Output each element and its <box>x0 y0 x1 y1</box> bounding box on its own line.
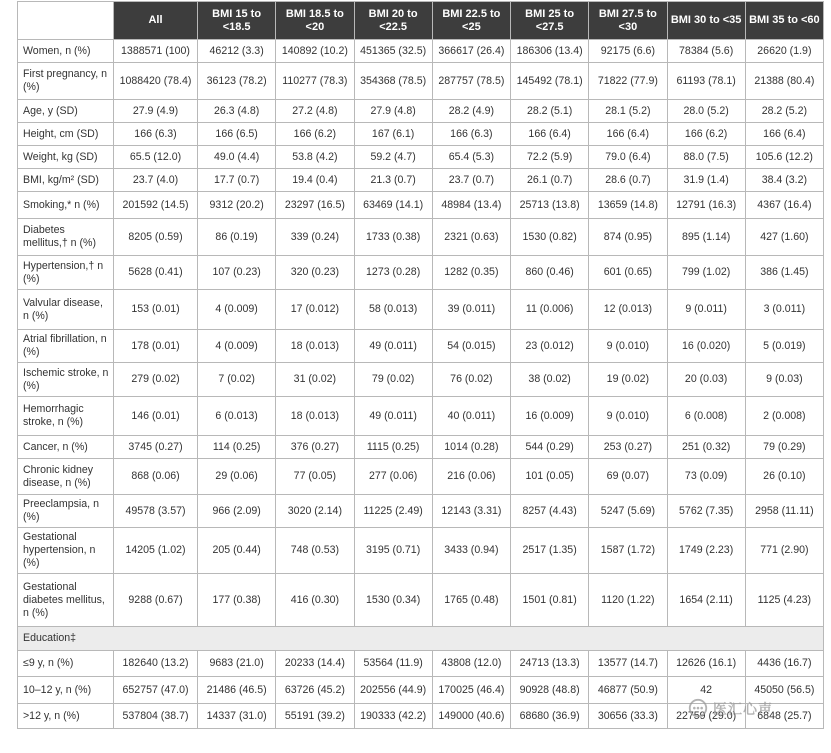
table-cell: 45050 (56.5) <box>745 677 823 704</box>
table-cell: 146 (0.01) <box>114 397 198 436</box>
header-cell: BMI 15 to <18.5 <box>198 2 276 40</box>
table-cell: 53564 (11.9) <box>354 651 432 677</box>
table-row <box>18 169 824 192</box>
row-label: Gestational hypertension, n (%) <box>18 528 114 574</box>
table-cell: 13659 (14.8) <box>589 192 667 219</box>
table-cell: 46212 (3.3) <box>198 40 276 63</box>
table-cell: 48984 (13.4) <box>432 192 510 219</box>
table-cell: 105.6 (12.2) <box>745 146 823 169</box>
table-cell: 12626 (16.1) <box>667 651 745 677</box>
table-cell: 868 (0.06) <box>114 459 198 495</box>
table-cell: 320 (0.23) <box>276 256 354 290</box>
table-cell: 5 (0.019) <box>745 330 823 363</box>
row-label: Chronic kidney disease, n (%) <box>18 459 114 495</box>
table-cell: 31 (0.02) <box>276 363 354 397</box>
table-cell: 253 (0.27) <box>589 436 667 459</box>
table-cell: 24713 (13.3) <box>511 651 589 677</box>
row-label: Height, cm (SD) <box>18 123 114 146</box>
row-label: First pregnancy, n (%) <box>18 63 114 100</box>
table-cell: 9 (0.03) <box>745 363 823 397</box>
table-cell: 1388571 (100) <box>114 40 198 63</box>
table-cell: 79.0 (6.4) <box>589 146 667 169</box>
table-cell: 38 (0.02) <box>511 363 589 397</box>
header-cell: BMI 27.5 to <30 <box>589 2 667 40</box>
section-row <box>18 627 824 651</box>
table-cell: 63726 (45.2) <box>276 677 354 704</box>
table-cell: 166 (6.4) <box>511 123 589 146</box>
table-cell: 3745 (0.27) <box>114 436 198 459</box>
table-cell: 339 (0.24) <box>276 219 354 256</box>
row-label: >12 y, n (%) <box>18 704 114 729</box>
table-cell: 1088420 (78.4) <box>114 63 198 100</box>
table-cell: 451365 (32.5) <box>354 40 432 63</box>
table-cell: 23.7 (0.7) <box>432 169 510 192</box>
table-cell: 427 (1.60) <box>745 219 823 256</box>
row-label: Diabetes mellitus,† n (%) <box>18 219 114 256</box>
table-row <box>18 40 824 63</box>
table-cell: 46877 (50.9) <box>589 677 667 704</box>
table-cell: 28.2 (5.1) <box>511 100 589 123</box>
table-cell: 279 (0.02) <box>114 363 198 397</box>
table-cell: 771 (2.90) <box>745 528 823 574</box>
table-cell: 77 (0.05) <box>276 459 354 495</box>
table-cell: 49 (0.011) <box>354 397 432 436</box>
row-label: Ischemic stroke, n (%) <box>18 363 114 397</box>
table-row <box>18 651 824 677</box>
table-cell: 2 (0.008) <box>745 397 823 436</box>
row-label: Preeclampsia, n (%) <box>18 495 114 528</box>
row-label: BMI, kg/m² (SD) <box>18 169 114 192</box>
table-cell: 29 (0.06) <box>198 459 276 495</box>
table-cell: 25713 (13.8) <box>511 192 589 219</box>
row-label: Atrial fibrillation, n (%) <box>18 330 114 363</box>
table-cell: 11225 (2.49) <box>354 495 432 528</box>
table-cell: 26.3 (4.8) <box>198 100 276 123</box>
table-cell: 416 (0.30) <box>276 574 354 627</box>
table-cell: 9683 (21.0) <box>198 651 276 677</box>
table-cell: 76 (0.02) <box>432 363 510 397</box>
row-label: Smoking,* n (%) <box>18 192 114 219</box>
table-cell: 14205 (1.02) <box>114 528 198 574</box>
table-cell: 28.2 (4.9) <box>432 100 510 123</box>
table-cell: 63469 (14.1) <box>354 192 432 219</box>
table-cell: 1733 (0.38) <box>354 219 432 256</box>
table-cell: 49.0 (4.4) <box>198 146 276 169</box>
table-cell: 166 (6.4) <box>745 123 823 146</box>
table-cell: 9 (0.010) <box>589 397 667 436</box>
table-cell: 287757 (78.5) <box>432 63 510 100</box>
table-cell: 177 (0.38) <box>198 574 276 627</box>
table-cell: 28.6 (0.7) <box>589 169 667 192</box>
table-cell: 16 (0.020) <box>667 330 745 363</box>
table-cell: 69 (0.07) <box>589 459 667 495</box>
table-cell: 20233 (14.4) <box>276 651 354 677</box>
table-cell: 88.0 (7.5) <box>667 146 745 169</box>
table-row <box>18 146 824 169</box>
table-cell: 114 (0.25) <box>198 436 276 459</box>
table-cell: 6 (0.013) <box>198 397 276 436</box>
table-cell: 16 (0.009) <box>511 397 589 436</box>
table-cell: 13577 (14.7) <box>589 651 667 677</box>
table-cell: 17.7 (0.7) <box>198 169 276 192</box>
table-cell: 1530 (0.82) <box>511 219 589 256</box>
table-cell: 23297 (16.5) <box>276 192 354 219</box>
row-label: Valvular disease, n (%) <box>18 290 114 330</box>
table-cell: 166 (6.5) <box>198 123 276 146</box>
table-cell: 28.1 (5.2) <box>589 100 667 123</box>
table-cell: 21388 (80.4) <box>745 63 823 100</box>
table-cell: 166 (6.2) <box>667 123 745 146</box>
table-row <box>18 574 824 627</box>
table-cell: 54 (0.015) <box>432 330 510 363</box>
table-cell: 23 (0.012) <box>511 330 589 363</box>
table-cell: 178 (0.01) <box>114 330 198 363</box>
table-cell: 31.9 (1.4) <box>667 169 745 192</box>
table-cell: 1282 (0.35) <box>432 256 510 290</box>
table-row <box>18 436 824 459</box>
table-cell: 537804 (38.7) <box>114 704 198 729</box>
table-cell: 166 (6.3) <box>432 123 510 146</box>
table-row <box>18 528 824 574</box>
table-cell: 65.4 (5.3) <box>432 146 510 169</box>
table-cell: 101 (0.05) <box>511 459 589 495</box>
table-cell: 1749 (2.23) <box>667 528 745 574</box>
table-cell: 27.9 (4.9) <box>114 100 198 123</box>
table-cell: 1115 (0.25) <box>354 436 432 459</box>
table-cell: 58 (0.013) <box>354 290 432 330</box>
table-cell: 3195 (0.71) <box>354 528 432 574</box>
table-cell: 110277 (78.3) <box>276 63 354 100</box>
table-row <box>18 330 824 363</box>
table-cell: 79 (0.29) <box>745 436 823 459</box>
table-cell: 376 (0.27) <box>276 436 354 459</box>
table-row <box>18 192 824 219</box>
table-cell: 26620 (1.9) <box>745 40 823 63</box>
row-label: Age, y (SD) <box>18 100 114 123</box>
table-cell: 2958 (11.11) <box>745 495 823 528</box>
table-cell: 55191 (39.2) <box>276 704 354 729</box>
table-cell: 966 (2.09) <box>198 495 276 528</box>
table-row <box>18 459 824 495</box>
table-cell: 3433 (0.94) <box>432 528 510 574</box>
table-cell: 149000 (40.6) <box>432 704 510 729</box>
table-cell: 12143 (3.31) <box>432 495 510 528</box>
table-row <box>18 290 824 330</box>
header-cell <box>18 2 114 40</box>
table-cell: 5247 (5.69) <box>589 495 667 528</box>
table-cell: 43808 (12.0) <box>432 651 510 677</box>
table-cell: 19.4 (0.4) <box>276 169 354 192</box>
row-label: Cancer, n (%) <box>18 436 114 459</box>
table-cell: 1014 (0.28) <box>432 436 510 459</box>
table-cell: 23.7 (4.0) <box>114 169 198 192</box>
table-cell: 1765 (0.48) <box>432 574 510 627</box>
table-cell: 5762 (7.35) <box>667 495 745 528</box>
watermark-text: 医汇心声 <box>713 702 773 718</box>
table-cell: 601 (0.65) <box>589 256 667 290</box>
table-cell: 11 (0.006) <box>511 290 589 330</box>
table-cell: 79 (0.02) <box>354 363 432 397</box>
table-cell: 166 (6.3) <box>114 123 198 146</box>
table-cell: 4 (0.009) <box>198 330 276 363</box>
table-cell: 190333 (42.2) <box>354 704 432 729</box>
table-cell: 72.2 (5.9) <box>511 146 589 169</box>
table-cell: 3 (0.011) <box>745 290 823 330</box>
table-row <box>18 495 824 528</box>
table-cell: 18 (0.013) <box>276 397 354 436</box>
table-cell: 90928 (48.8) <box>511 677 589 704</box>
header-cell: BMI 30 to <35 <box>667 2 745 40</box>
table-cell: 22759 (29.0) <box>667 704 745 729</box>
table-cell: 8257 (4.43) <box>511 495 589 528</box>
table-cell: 386 (1.45) <box>745 256 823 290</box>
table-cell: 167 (6.1) <box>354 123 432 146</box>
header-cell: All <box>114 2 198 40</box>
table-cell: 38.4 (3.2) <box>745 169 823 192</box>
table-row <box>18 123 824 146</box>
row-label: Gestational diabetes mellitus, n (%) <box>18 574 114 627</box>
table-cell: 28.0 (5.2) <box>667 100 745 123</box>
table-cell: 6 (0.008) <box>667 397 745 436</box>
table-cell: 42 <box>667 677 745 704</box>
table-cell: 166 (6.2) <box>276 123 354 146</box>
table-row <box>18 219 824 256</box>
table-cell: 92175 (6.6) <box>589 40 667 63</box>
table-cell: 2321 (0.63) <box>432 219 510 256</box>
table-cell: 4 (0.009) <box>198 290 276 330</box>
table-cell: 1654 (2.11) <box>667 574 745 627</box>
table-cell: 544 (0.29) <box>511 436 589 459</box>
table-cell: 216 (0.06) <box>432 459 510 495</box>
table-cell: 4367 (16.4) <box>745 192 823 219</box>
table-cell: 9 (0.010) <box>589 330 667 363</box>
table-cell: 68680 (36.9) <box>511 704 589 729</box>
table-row <box>18 397 824 436</box>
table-cell: 860 (0.46) <box>511 256 589 290</box>
table-cell: 27.2 (4.8) <box>276 100 354 123</box>
table-cell: 4436 (16.7) <box>745 651 823 677</box>
table-cell: 251 (0.32) <box>667 436 745 459</box>
table-cell: 19 (0.02) <box>589 363 667 397</box>
table-cell: 27.9 (4.8) <box>354 100 432 123</box>
table-cell: 1587 (1.72) <box>589 528 667 574</box>
header-cell: BMI 22.5 to <25 <box>432 2 510 40</box>
table-cell: 73 (0.09) <box>667 459 745 495</box>
table-cell: 1501 (0.81) <box>511 574 589 627</box>
table-cell: 182640 (13.2) <box>114 651 198 677</box>
table-cell: 202556 (44.9) <box>354 677 432 704</box>
table-cell: 59.2 (4.7) <box>354 146 432 169</box>
table-cell: 366617 (26.4) <box>432 40 510 63</box>
table-cell: 9312 (20.2) <box>198 192 276 219</box>
table-cell: 20 (0.03) <box>667 363 745 397</box>
table-cell: 14337 (31.0) <box>198 704 276 729</box>
header-cell: BMI 25 to <27.5 <box>511 2 589 40</box>
table-row <box>18 363 824 397</box>
table-cell: 166 (6.4) <box>589 123 667 146</box>
table-body <box>18 40 824 729</box>
table-cell: 86 (0.19) <box>198 219 276 256</box>
table-cell: 12 (0.013) <box>589 290 667 330</box>
table-row <box>18 63 824 100</box>
table-cell: 3020 (2.14) <box>276 495 354 528</box>
table-cell: 7 (0.02) <box>198 363 276 397</box>
table-cell: 799 (1.02) <box>667 256 745 290</box>
table-cell: 49 (0.011) <box>354 330 432 363</box>
table-cell: 140892 (10.2) <box>276 40 354 63</box>
row-label: ≤9 y, n (%) <box>18 651 114 677</box>
table-cell: 26.1 (0.7) <box>511 169 589 192</box>
table-cell: 21.3 (0.7) <box>354 169 432 192</box>
table-cell: 277 (0.06) <box>354 459 432 495</box>
table-cell: 201592 (14.5) <box>114 192 198 219</box>
table-cell: 1120 (1.22) <box>589 574 667 627</box>
table-cell: 18 (0.013) <box>276 330 354 363</box>
table-cell: 30656 (33.3) <box>589 704 667 729</box>
table-cell: 748 (0.53) <box>276 528 354 574</box>
table-cell: 36123 (78.2) <box>198 63 276 100</box>
table-cell: 78384 (5.6) <box>667 40 745 63</box>
header-cell: BMI 18.5 to <20 <box>276 2 354 40</box>
table-cell: 1273 (0.28) <box>354 256 432 290</box>
table-cell: 153 (0.01) <box>114 290 198 330</box>
table-cell: 40 (0.011) <box>432 397 510 436</box>
table-cell: 71822 (77.9) <box>589 63 667 100</box>
table-cell: 39 (0.011) <box>432 290 510 330</box>
table-cell: 205 (0.44) <box>198 528 276 574</box>
table-cell: 26 (0.10) <box>745 459 823 495</box>
table-cell: 145492 (78.1) <box>511 63 589 100</box>
table-cell: 28.2 (5.2) <box>745 100 823 123</box>
baseline-characteristics-table <box>17 1 824 729</box>
table-cell: 170025 (46.4) <box>432 677 510 704</box>
header-cell: BMI 35 to <60 <box>745 2 823 40</box>
watermark <box>687 695 825 723</box>
table-cell: 874 (0.95) <box>589 219 667 256</box>
row-label: 10–12 y, n (%) <box>18 677 114 704</box>
row-label: Hypertension,† n (%) <box>18 256 114 290</box>
table-cell: 49578 (3.57) <box>114 495 198 528</box>
table-cell: 21486 (46.5) <box>198 677 276 704</box>
header-cell: BMI 20 to <22.5 <box>354 2 432 40</box>
table-cell: 12791 (16.3) <box>667 192 745 219</box>
table-cell: 53.8 (4.2) <box>276 146 354 169</box>
section-label: Education‡ <box>18 627 824 651</box>
table-cell: 895 (1.14) <box>667 219 745 256</box>
row-label: Women, n (%) <box>18 40 114 63</box>
table-cell: 6848 (25.7) <box>745 704 823 729</box>
table-cell: 5628 (0.41) <box>114 256 198 290</box>
table-cell: 107 (0.23) <box>198 256 276 290</box>
table-header-row <box>18 2 824 40</box>
table-cell: 1530 (0.34) <box>354 574 432 627</box>
row-label: Weight, kg (SD) <box>18 146 114 169</box>
table-row <box>18 100 824 123</box>
table-cell: 9 (0.011) <box>667 290 745 330</box>
table-cell: 17 (0.012) <box>276 290 354 330</box>
chat-bubble-icon <box>687 698 709 720</box>
table-cell: 1125 (4.23) <box>745 574 823 627</box>
table-cell: 354368 (78.5) <box>354 63 432 100</box>
table-row <box>18 256 824 290</box>
table-cell: 186306 (13.4) <box>511 40 589 63</box>
table-cell: 9288 (0.67) <box>114 574 198 627</box>
table-cell: 652757 (47.0) <box>114 677 198 704</box>
row-label: Hemorrhagic stroke, n (%) <box>18 397 114 436</box>
table-cell: 61193 (78.1) <box>667 63 745 100</box>
table-cell: 8205 (0.59) <box>114 219 198 256</box>
table-cell: 65.5 (12.0) <box>114 146 198 169</box>
table-cell: 2517 (1.35) <box>511 528 589 574</box>
